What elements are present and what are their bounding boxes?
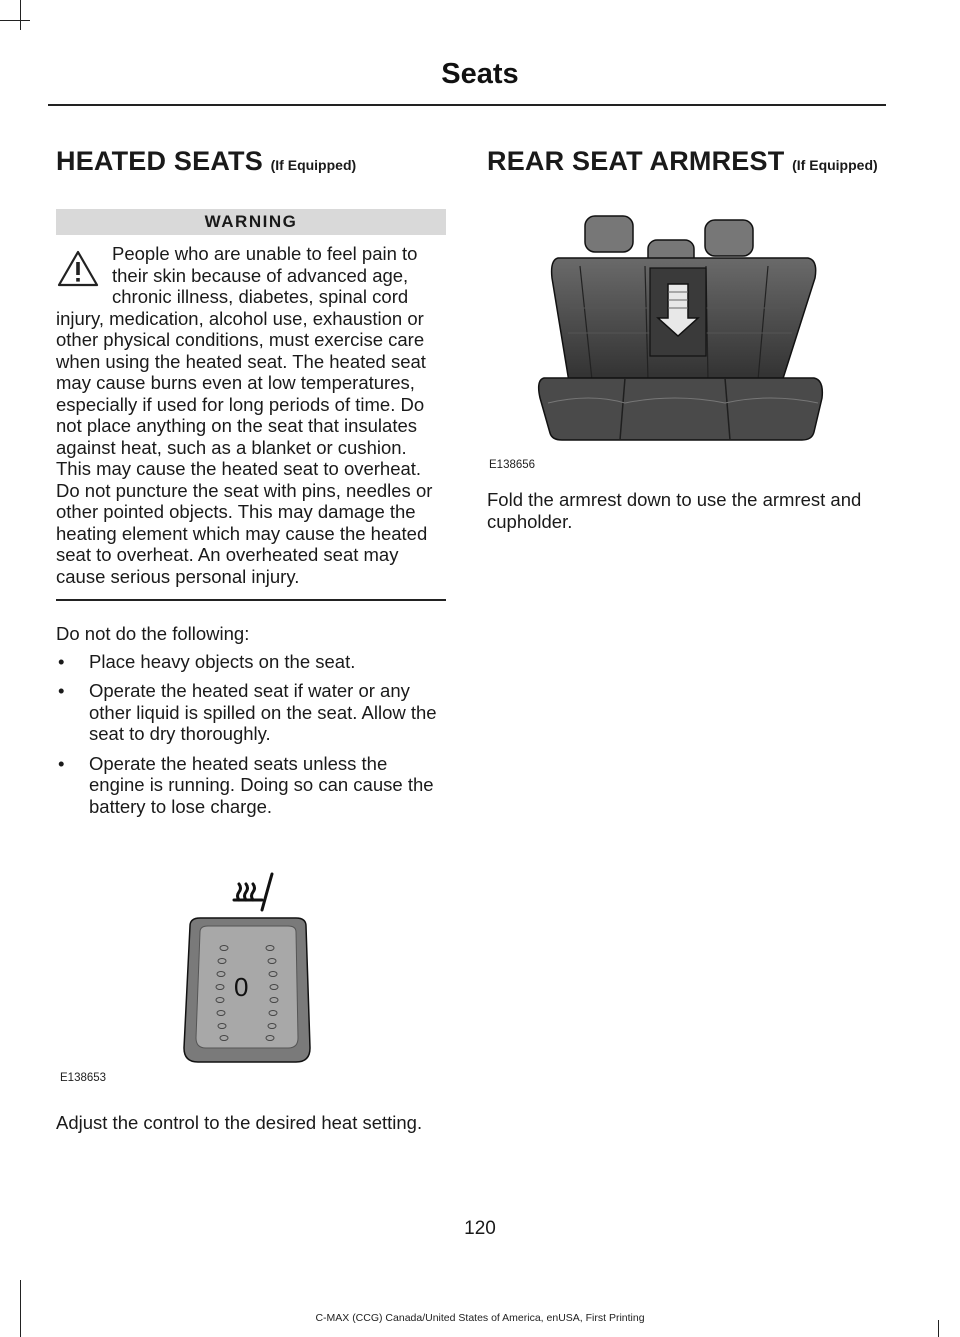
do-not-intro: Do not do the following: bbox=[56, 623, 250, 644]
warning-text: People who are unable to feel pain to their skin because of advanced age, chronic illness, diabetes, spinal cord injury, medication, alcohol use, exhaustion or other physical conditions, must exercise care when using the heated seat. The heated seat may cause burns even at low temperatures, especially if used for long periods of time. Do not place anything on the seat that insulates against heat, such as a blanket or cushion. This may cause the heated seat to overheat. Do not puncture the seat with pins, needles or other pointed objects. This may damage the heating element which may cause the heated seat to overheat. An overheated seat may cause serious personal injury. bbox=[56, 243, 433, 587]
heated-seat-control-figure bbox=[176, 868, 316, 1068]
list-item bbox=[56, 753, 446, 818]
warning-box bbox=[56, 243, 446, 601]
heated-seats-qualifier: (If Equipped) bbox=[270, 157, 357, 173]
figure-code-heated-seat: E138653 bbox=[60, 1072, 107, 1084]
crop-mark-top-left-horizontal bbox=[0, 20, 30, 21]
bullet-symbol: • bbox=[58, 650, 65, 672]
right-column bbox=[487, 146, 887, 177]
heated-seats-heading bbox=[56, 146, 446, 177]
bullet-symbol: • bbox=[58, 680, 65, 701]
rear-armrest-heading bbox=[487, 146, 887, 177]
warning-bottom-rule bbox=[56, 599, 446, 601]
fold-armrest-text: Fold the armrest down to use the armrest and cupholder. bbox=[487, 489, 862, 532]
crop-mark-bottom-left-vertical bbox=[20, 1280, 21, 1337]
edition-footer: C-MAX (CCG) Canada/United States of America, enUSA, First Printing bbox=[315, 1312, 645, 1324]
page-number: 120 bbox=[464, 1218, 496, 1239]
figure-code-armrest: E138656 bbox=[489, 459, 536, 471]
warning-label: WARNING bbox=[56, 209, 446, 235]
bullet-symbol: • bbox=[58, 752, 65, 774]
list-item-text: Operate the heated seat if water or any other liquid is spilled on the seat. Allow the seat to dry thoroughly. bbox=[89, 680, 437, 744]
control-value-label: 0 bbox=[234, 972, 249, 1002]
left-column bbox=[56, 146, 446, 825]
list-item bbox=[56, 651, 446, 673]
list-item bbox=[56, 680, 446, 745]
do-not-list bbox=[56, 651, 446, 818]
page-header-title: Seats bbox=[441, 58, 519, 90]
rear-seat-armrest-figure bbox=[530, 208, 830, 448]
list-item-text: Operate the heated seats unless the engine is running. Doing so can cause the battery to lose charge. bbox=[89, 752, 434, 817]
rear-armrest-heading-text: REAR SEAT ARMREST bbox=[487, 146, 785, 176]
heated-seats-heading-text: HEATED SEATS bbox=[56, 146, 263, 176]
rear-armrest-qualifier: (If Equipped) bbox=[792, 157, 878, 173]
list-item-text: Place heavy objects on the seat. bbox=[89, 650, 356, 672]
adjust-control-text: Adjust the control to the desired heat setting. bbox=[56, 1112, 423, 1133]
header-rule bbox=[48, 104, 886, 106]
warning-triangle-icon bbox=[56, 249, 100, 289]
heated-seat-icon bbox=[234, 874, 272, 910]
crop-mark-top-left-vertical bbox=[20, 0, 21, 30]
